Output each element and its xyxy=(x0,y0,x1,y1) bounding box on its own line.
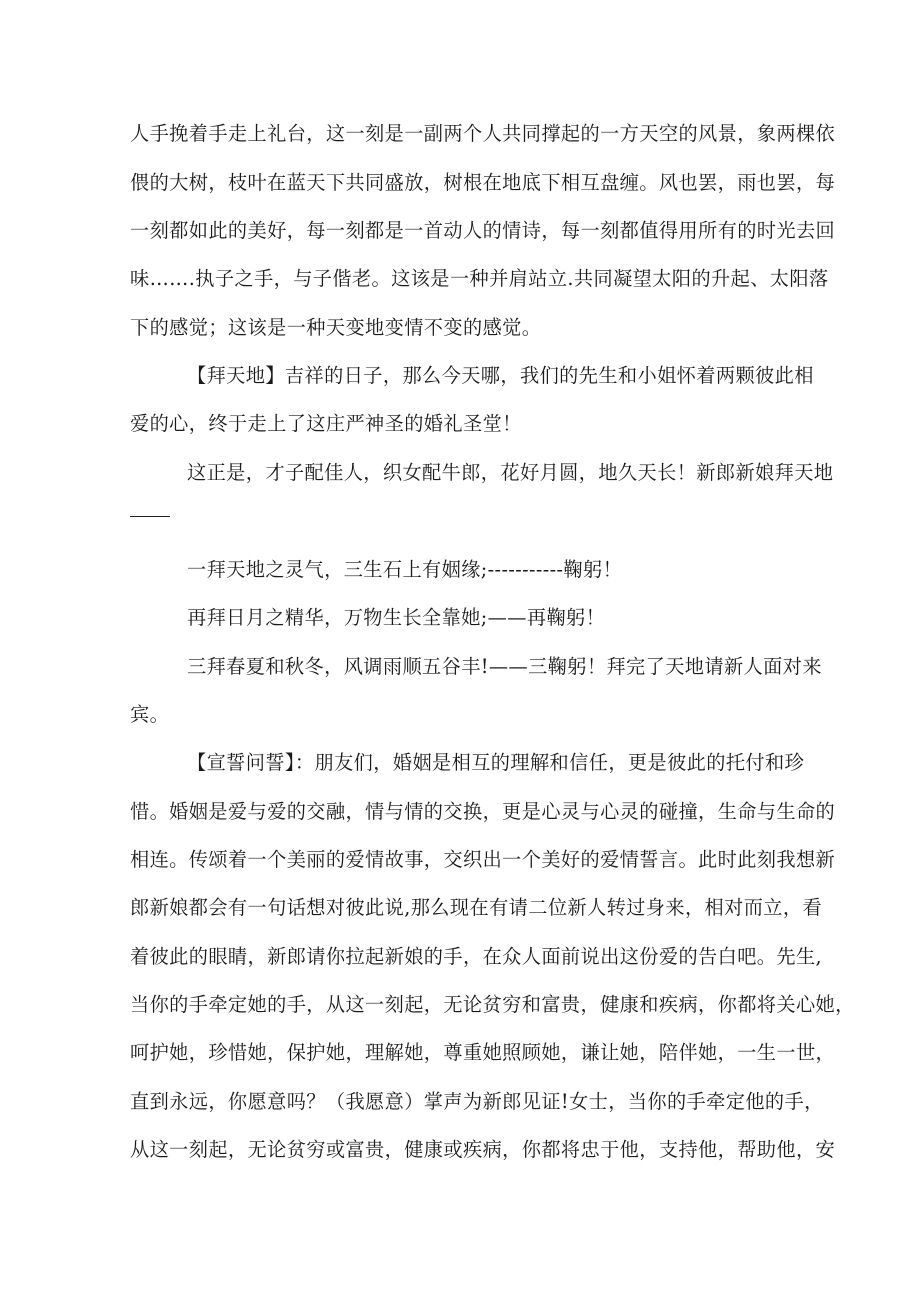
text-line: 爱的心，终于走上了这庄严神圣的婚礼圣堂！ xyxy=(130,412,522,435)
text-line: 再拜日月之精华，万物生长全靠她;——再鞠躬！ xyxy=(187,606,606,629)
text-line: 人手挽着手走上礼台，这一刻是一副两个人共同撑起的一方天空的风景，象两棵依 xyxy=(130,122,836,145)
section-heading-line: 【拜天地】吉祥的日子，那么今天哪，我们的先生和小姐怀着两颗彼此相 xyxy=(187,364,814,387)
text-line: 三拜春夏和秋冬，风调雨顺五谷丰!——三鞠躬！拜完了天地请新人面对来 xyxy=(187,655,822,678)
section-heading-line: 【宣誓问誓】：朋友们，婚姻是相互的理解和信任，更是彼此的托付和珍 xyxy=(187,751,805,774)
text-line: 惜。婚姻是爱与爱的交融，情与情的交换，更是心灵与心灵的碰撞，生命与生命的 xyxy=(130,800,836,823)
text-line: 这正是，才子配佳人，织女配牛郎，花好月圆，地久天长！新郎新娘拜天地 xyxy=(187,461,834,484)
text-line: 一刻都如此的美好，每一刻都是一首动人的情诗，每一刻都值得用所有的时光去回 xyxy=(130,219,836,242)
text-line: 味…….执子之手，与子偕老。这该是一种并肩站立.共同凝望太阳的升起、太阳落 xyxy=(130,267,829,290)
text-line: 当你的手牵定她的手，从这一刻起，无论贫穷和富贵，健康和疾病，你都将关心她， xyxy=(130,993,855,1016)
text-line: 郎新娘都会有一句话想对彼此说,那么现在有请二位新人转过身来，相对而立，看 xyxy=(130,896,823,919)
text-line: 相连。传颂着一个美丽的爱情故事，交织出一个美好的爱情誓言。此时此刻我想新 xyxy=(130,848,836,871)
text-line: 从这一刻起，无论贫穷或富贵，健康或疾病，你都将忠于他，支持他，帮助他，安 xyxy=(130,1138,836,1161)
dash-rule xyxy=(130,516,170,517)
text-line: 着彼此的眼睛，新郎请你拉起新娘的手，在众人面前说出这份爱的告白吧。先生, xyxy=(130,945,823,968)
text-line: 宾。 xyxy=(130,703,170,726)
text-line: 呵护她，珍惜她，保护她，理解她，尊重她照顾她，谦让她，陪伴她，一生一世， xyxy=(130,1041,836,1064)
text-line: 直到永远，你愿意吗？（我愿意）掌声为新郎见证!女士，当你的手牵定他的手， xyxy=(130,1090,824,1113)
text-line: 一拜天地之灵气，三生石上有姻缘;-----------鞠躬！ xyxy=(187,558,623,581)
text-line: 下的感觉；这该是一种天变地变情不变的感觉。 xyxy=(130,316,542,339)
text-line: 偎的大树，枝叶在蓝天下共同盛放，树根在地底下相互盘缠。风也罢，雨也罢，每 xyxy=(130,171,836,194)
